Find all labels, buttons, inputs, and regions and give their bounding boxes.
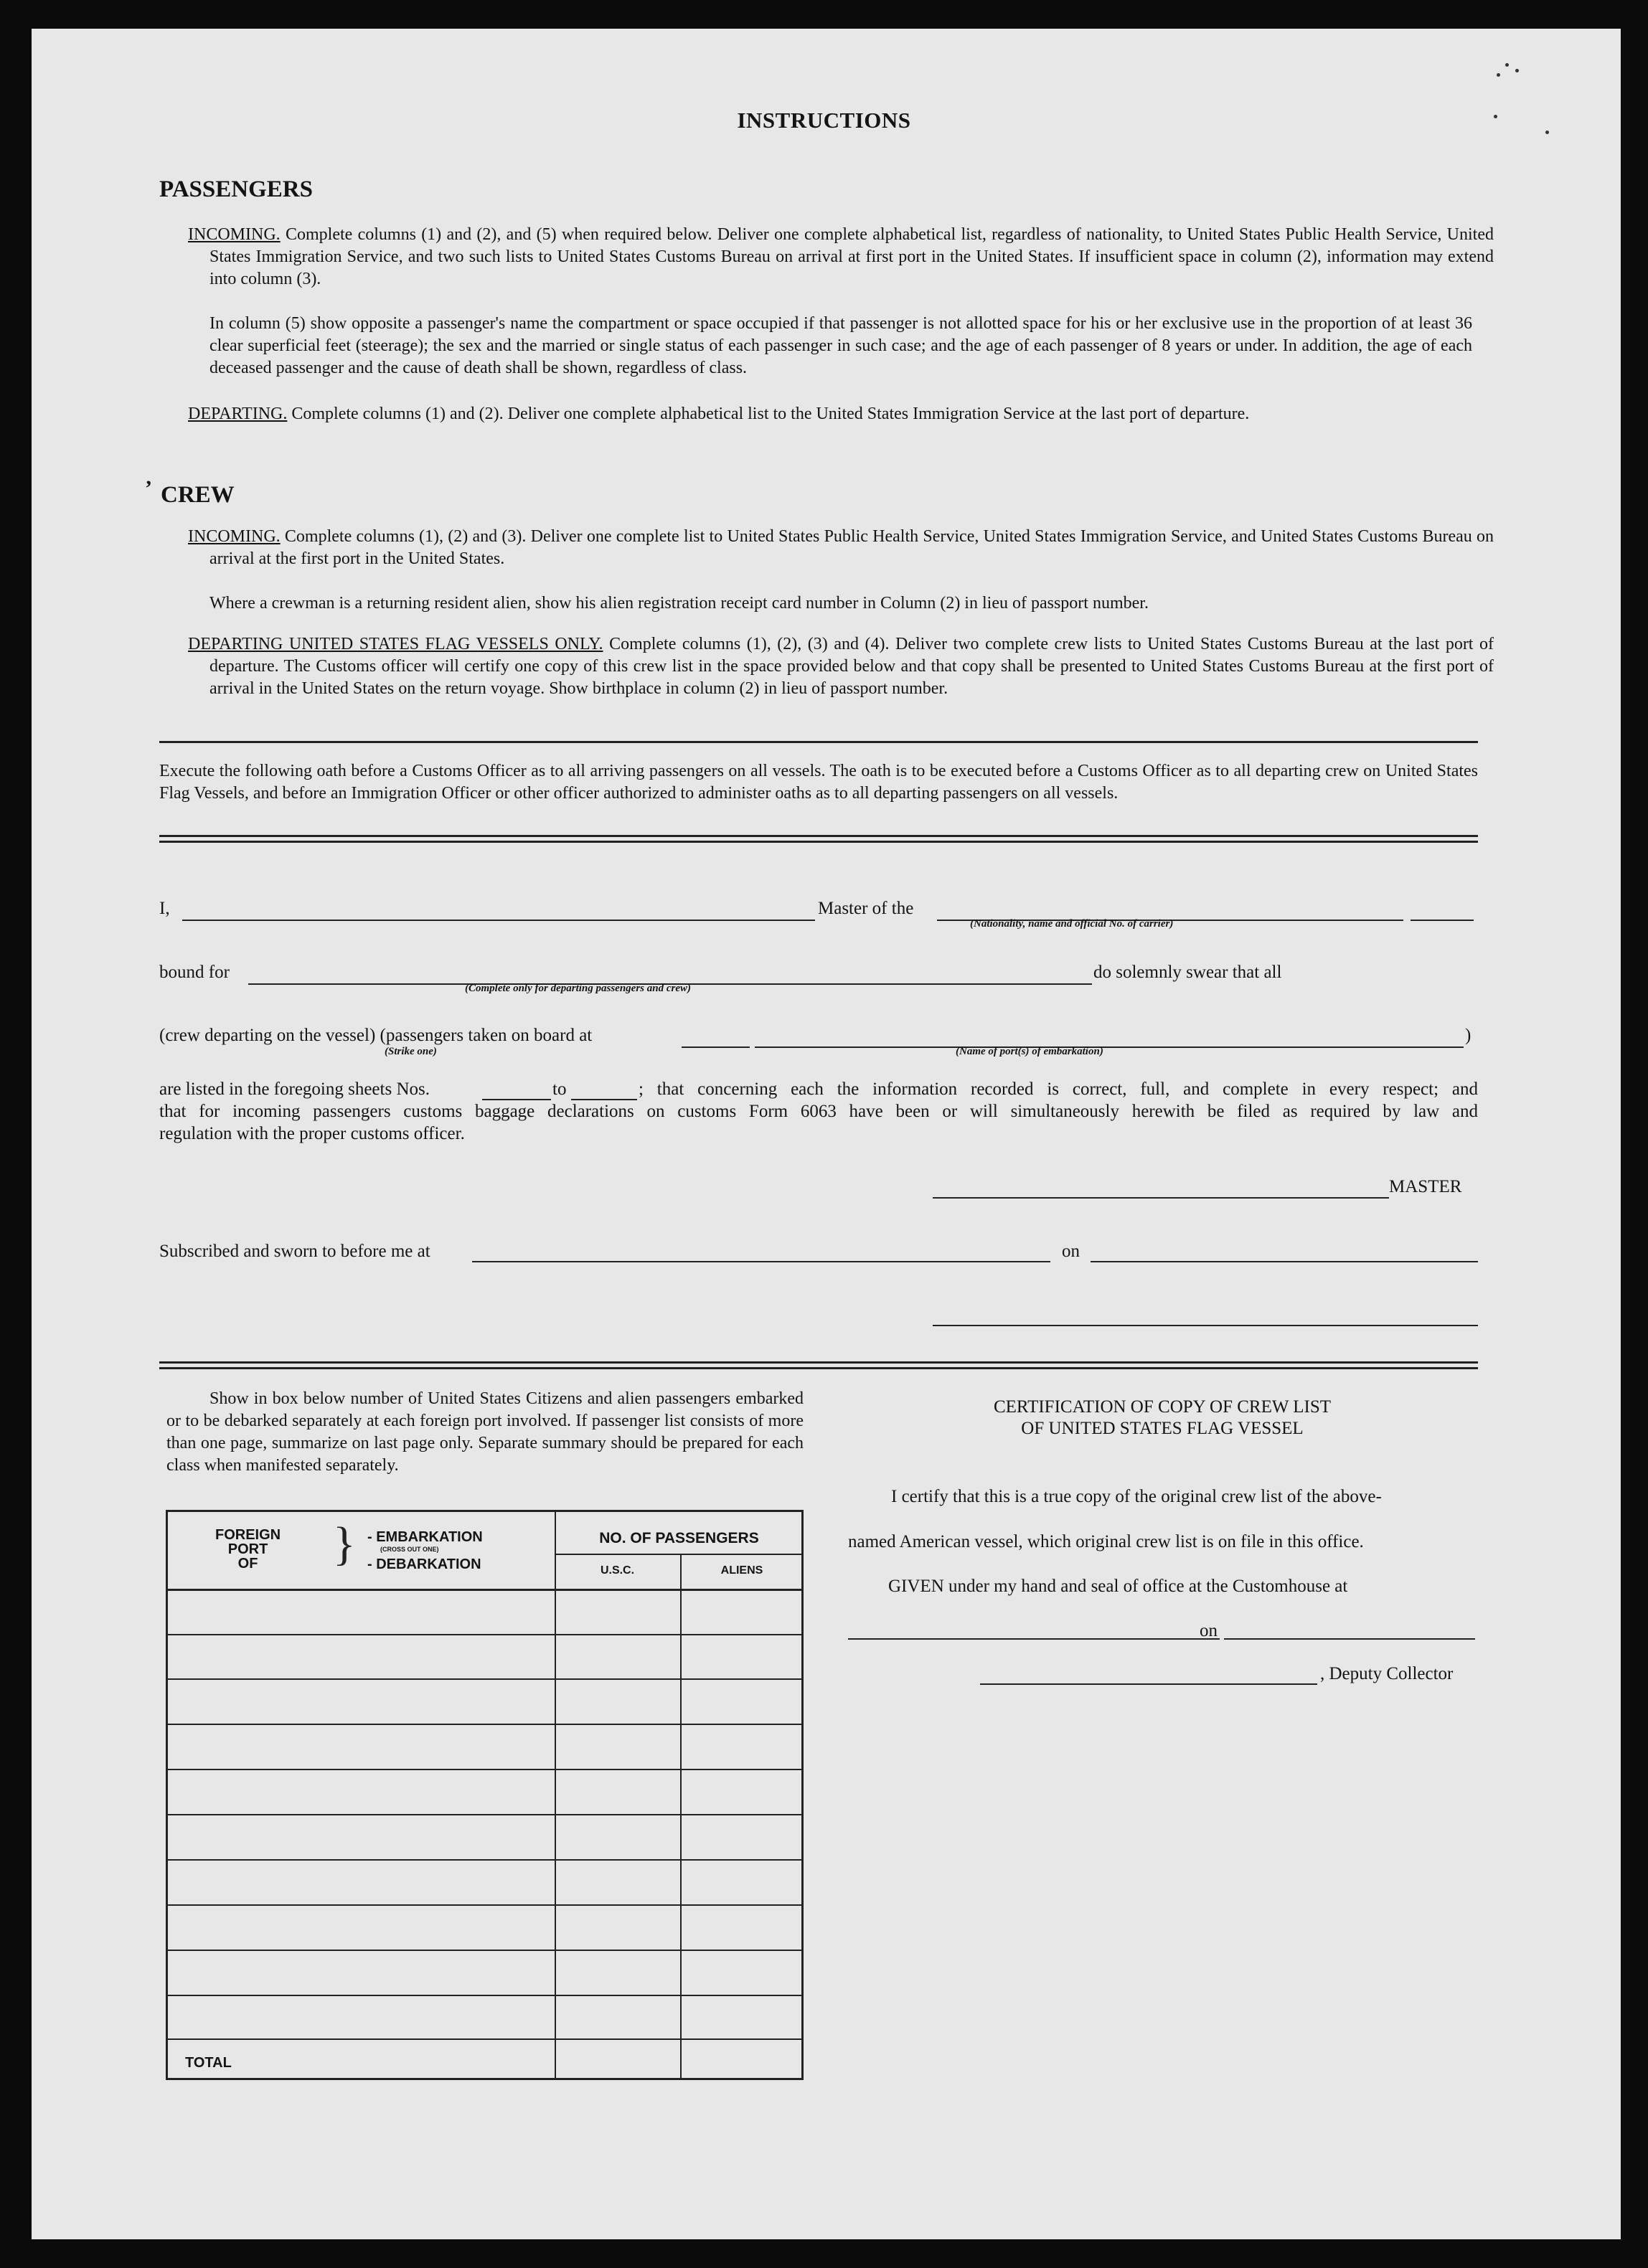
port-line-short[interactable] xyxy=(682,1046,750,1048)
table-subheader-rule xyxy=(555,1554,804,1555)
ports-note: (Name of port(s) of embarkation) xyxy=(956,1046,1103,1057)
double-rule-top xyxy=(159,835,1478,837)
table-header-rule xyxy=(166,1589,804,1591)
sheet-from-line[interactable] xyxy=(482,1099,551,1100)
oath-intro: Execute the following oath before a Customs Officer as to all arriving passengers on all vessels. The oath is to be executed before a Customs Officer as to all departing crew on United States Flag Vessels, and before an Immigration Officer or other officer authorized to administer oaths as to all departing passengers on all vessels. xyxy=(159,762,1478,803)
table-row-rule xyxy=(166,1904,804,1906)
passengers-heading: PASSENGERS xyxy=(159,176,313,202)
crew-passengers-label: (crew departing on the vessel) (passengers taken on board at xyxy=(159,1026,593,1045)
passengers-departing-text: Complete columns (1) and (2). Deliver one complete alphabetical list to the United States Immigration Service at the last port of departure. xyxy=(291,405,1250,423)
table-row-rule xyxy=(166,1950,804,1951)
double-rule-bottom xyxy=(159,841,1478,843)
crew-departing-lead: DEPARTING UNITED STATES FLAG VESSELS ONLY. xyxy=(188,635,603,653)
crew-incoming xyxy=(188,526,1494,570)
certification-title-2: OF UNITED STATES FLAG VESSEL xyxy=(1021,1419,1304,1438)
page-title: INSTRUCTIONS xyxy=(737,108,911,133)
listed-line-1c: ; that concerning each the information recorded is correct, full, and complete in every respect; and xyxy=(639,1079,1478,1099)
listed-line-1a: are listed in the foregoing sheets Nos. xyxy=(159,1079,430,1099)
swear-label: do solemnly swear that all xyxy=(1093,963,1282,982)
of-word: OF xyxy=(237,1556,258,1572)
crew-alien-note: Where a crewman is a returning resident alien, show his alien registration receipt card number in Column (2) in lieu of passport number. xyxy=(209,594,1149,613)
listed-line-3: regulation with the proper customs officer. xyxy=(159,1124,465,1143)
double-rule-bottom-2 xyxy=(159,1367,1478,1369)
subscribed-place-line[interactable] xyxy=(472,1261,1050,1262)
nationality-note: (Nationality, name and official No. of carrier) xyxy=(970,918,1174,930)
scan-speck xyxy=(1515,69,1519,72)
deputy-signature-line[interactable] xyxy=(980,1683,1317,1685)
listed-line-2: that for incoming passengers customs baggage declarations on customs Form 6063 have been or will simultaneously herewith be filed as required by law and xyxy=(159,1102,1478,1121)
certification-title-1: CERTIFICATION OF COPY OF CREW LIST xyxy=(993,1397,1332,1417)
apostrophe-mark: ’ xyxy=(145,476,152,500)
summary-instructions: Show in box below number of United States Citizens and alien passengers embarked or to be debarked separately at each foreign port involved. If passenger list consists of more than one page, summarize on last page only. Separate summary should be prepared for each class when manifested separately. xyxy=(166,1389,804,1475)
passengers-incoming-lead: INCOMING. xyxy=(188,225,281,244)
passengers-incoming xyxy=(188,224,1494,290)
subscribed-on-label: on xyxy=(1062,1242,1080,1261)
oath-i-label: I, xyxy=(159,899,170,918)
divider xyxy=(159,741,1478,743)
passengers-departing-lead: DEPARTING. xyxy=(188,405,288,423)
passengers-departing xyxy=(188,403,1494,425)
crew-incoming-lead: INCOMING. xyxy=(188,527,281,546)
listed-line-1b: to xyxy=(552,1079,567,1099)
brace-glyph: } xyxy=(333,1518,356,1570)
cross-out-note: (CROSS OUT ONE) xyxy=(380,1546,439,1553)
port-word: PORT xyxy=(227,1541,268,1557)
master-signature-line[interactable] xyxy=(933,1197,1389,1199)
table-row-rule xyxy=(166,1995,804,1996)
sheet-to-line[interactable] xyxy=(571,1099,637,1100)
debarkation-option[interactable]: - DEBARKATION xyxy=(367,1556,481,1572)
subscribed-label: Subscribed and sworn to before me at xyxy=(159,1242,430,1261)
usc-header: U.S.C. xyxy=(600,1564,635,1577)
certification-on: on xyxy=(1200,1621,1218,1640)
double-rule-top-2 xyxy=(159,1361,1478,1364)
table-row-rule xyxy=(166,1634,804,1635)
certification-date-line[interactable] xyxy=(1224,1638,1475,1640)
table-row-rule xyxy=(166,1724,804,1725)
carrier-line-end[interactable] xyxy=(1411,920,1474,921)
foreign-word: FOREIGN xyxy=(215,1527,281,1543)
crew-incoming-text: Complete columns (1), (2) and (3). Deliver one complete list to United States Public Health Service, United States Immigration Service, and United States Customs Bureau on arrival at the first port in the United States. xyxy=(209,527,1494,568)
scan-speck xyxy=(1497,73,1500,77)
certification-line-2: named American vessel, which original crew list is on file in this office. xyxy=(848,1532,1364,1551)
passengers-column5: In column (5) show opposite a passenger's name the compartment or space occupied if that passenger is not allotted space for his or her exclusive use in the proportion of at least 36 clear superficial feet (steerage); the sex and the married or single status of each passenger in such case; and the age of each passenger of 8 years or under. In addition, the age of each deceased passenger and the cause of death shall be shown, regardless of class. xyxy=(209,314,1472,377)
crew-heading: CREW xyxy=(161,482,235,508)
strike-note: (Strike one) xyxy=(385,1046,437,1057)
master-name-line[interactable] xyxy=(182,920,815,921)
embarkation-option[interactable]: - EMBARKATION xyxy=(367,1529,483,1545)
embarkation-port-line[interactable] xyxy=(755,1046,1464,1048)
table-vline-2 xyxy=(680,1554,682,2080)
table-row-rule xyxy=(166,1859,804,1861)
aliens-header: ALIENS xyxy=(720,1564,763,1577)
deputy-collector-label: , Deputy Collector xyxy=(1320,1664,1454,1683)
customhouse-line[interactable] xyxy=(848,1638,1220,1640)
no-of-passengers-header: NO. OF PASSENGERS xyxy=(599,1530,759,1546)
table-row-rule xyxy=(166,2038,804,2040)
master-label: MASTER xyxy=(1389,1177,1462,1196)
subscribed-date-line[interactable] xyxy=(1091,1261,1478,1262)
crew-departing-text: Complete columns (1), (2), (3) and (4). Deliver two complete crew lists to United States Customs Bureau at the last port of departure. The Customs officer will certify one copy of this crew list in the space provided below and that copy shall be presented to United States Customs Bureau at the first port of arrival in the United States on the return voyage. Show birthplace in column (2) in lieu of passport number. xyxy=(209,635,1494,698)
table-row-rule xyxy=(166,1678,804,1680)
crew-departing xyxy=(188,633,1494,700)
close-paren: ) xyxy=(1465,1026,1472,1045)
bound-for-label: bound for xyxy=(159,963,230,982)
passengers-incoming-text: Complete columns (1) and (2), and (5) when required below. Deliver one complete alphabetical list, regardless of nationality, to United States Public Health Service, United States Immigration Service, and two such lists to United States Customs Bureau on arrival at first port in the United States. If insufficient space in column (2), information may extend into column (3). xyxy=(209,225,1494,288)
foreign-port-of-label xyxy=(215,1528,281,1571)
officer-signature-line[interactable] xyxy=(933,1325,1478,1326)
master-of-label: Master of the xyxy=(818,899,914,918)
scan-speck xyxy=(1505,63,1509,67)
certification-line-3: GIVEN under my hand and seal of office at the Customhouse at xyxy=(888,1577,1348,1596)
complete-note: (Complete only for departing passengers and crew) xyxy=(465,983,691,994)
total-label: TOTAL xyxy=(185,2055,232,2071)
certification-line-1: I certify that this is a true copy of the original crew list of the above- xyxy=(891,1487,1382,1506)
table-row-rule xyxy=(166,1769,804,1770)
table-row-rule xyxy=(166,1814,804,1815)
